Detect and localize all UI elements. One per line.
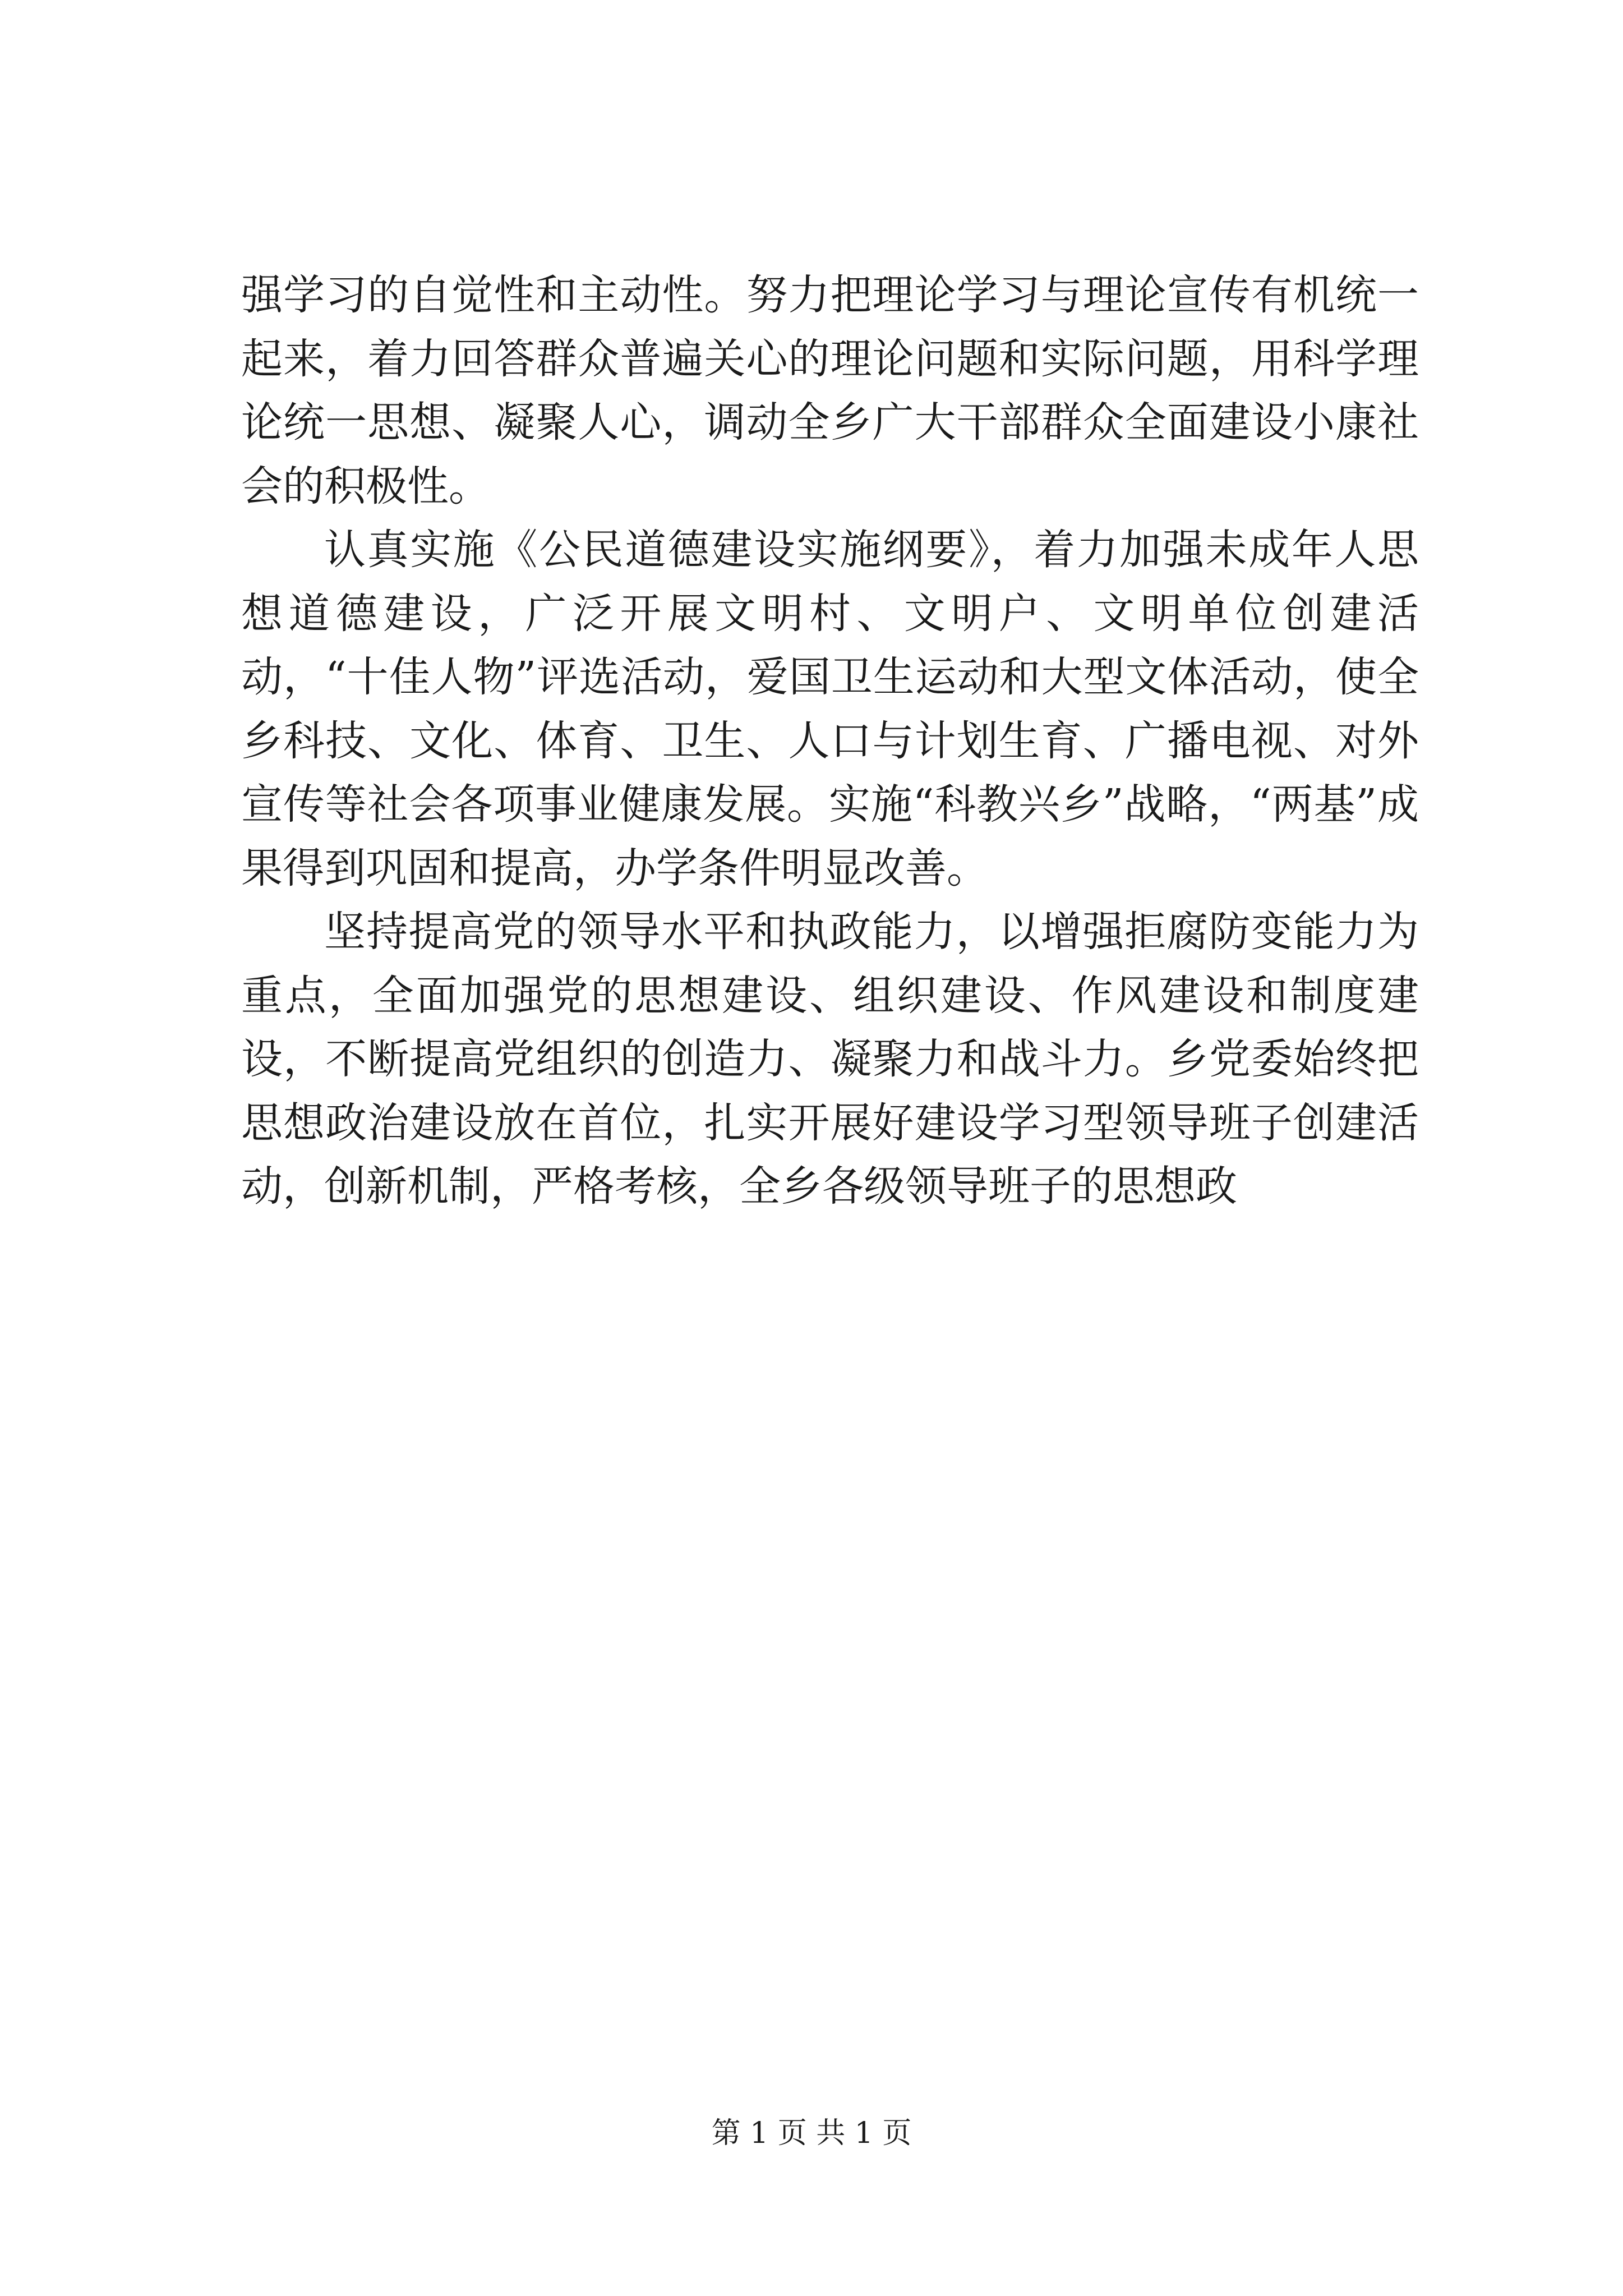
page-footer: 第 1 页 共 1 页 [711, 2116, 912, 2150]
paragraph-1: 强学习的自觉性和主动性。努力把理论学习与理论宣传有机统一起来，着力回答群众普遍关心的理论问题和实际问题，用科学理论统一思想、凝聚人心，调动全乡广大干部群众全面建设小康社会的积极性。 [241, 271, 1419, 510]
paragraph-3: 坚持提高党的领导水平和执政能力，以增强拒腐防变能力为重点，全面加强党的思想建设、组织建设、作风建设和制度建设，不断提高党组织的创造力、凝聚力和战斗力。乡党委始终把思想政治建设放在首位，扎实开展好建设学习型领导班子创建活动，创新机制，严格考核，全乡各级领导班子的思想政 [241, 908, 1419, 1211]
document-body [241, 264, 1419, 1219]
paragraph-2: 认真实施《公民道德建设实施纲要》，着力加强未成年人思想道德建设，广泛开展文明村、文明户、文明单位创建活动，“十佳人物”评选活动，爱国卫生运动和大型文体活动，使全乡科技、文化、体育、卫生、人口与计划生育、广播电视、对外宣传等社会各项事业健康发展。实施“科教兴乡”战略，“两基”成果得到巩固和提高，办学条件明显改善。 [241, 526, 1419, 892]
